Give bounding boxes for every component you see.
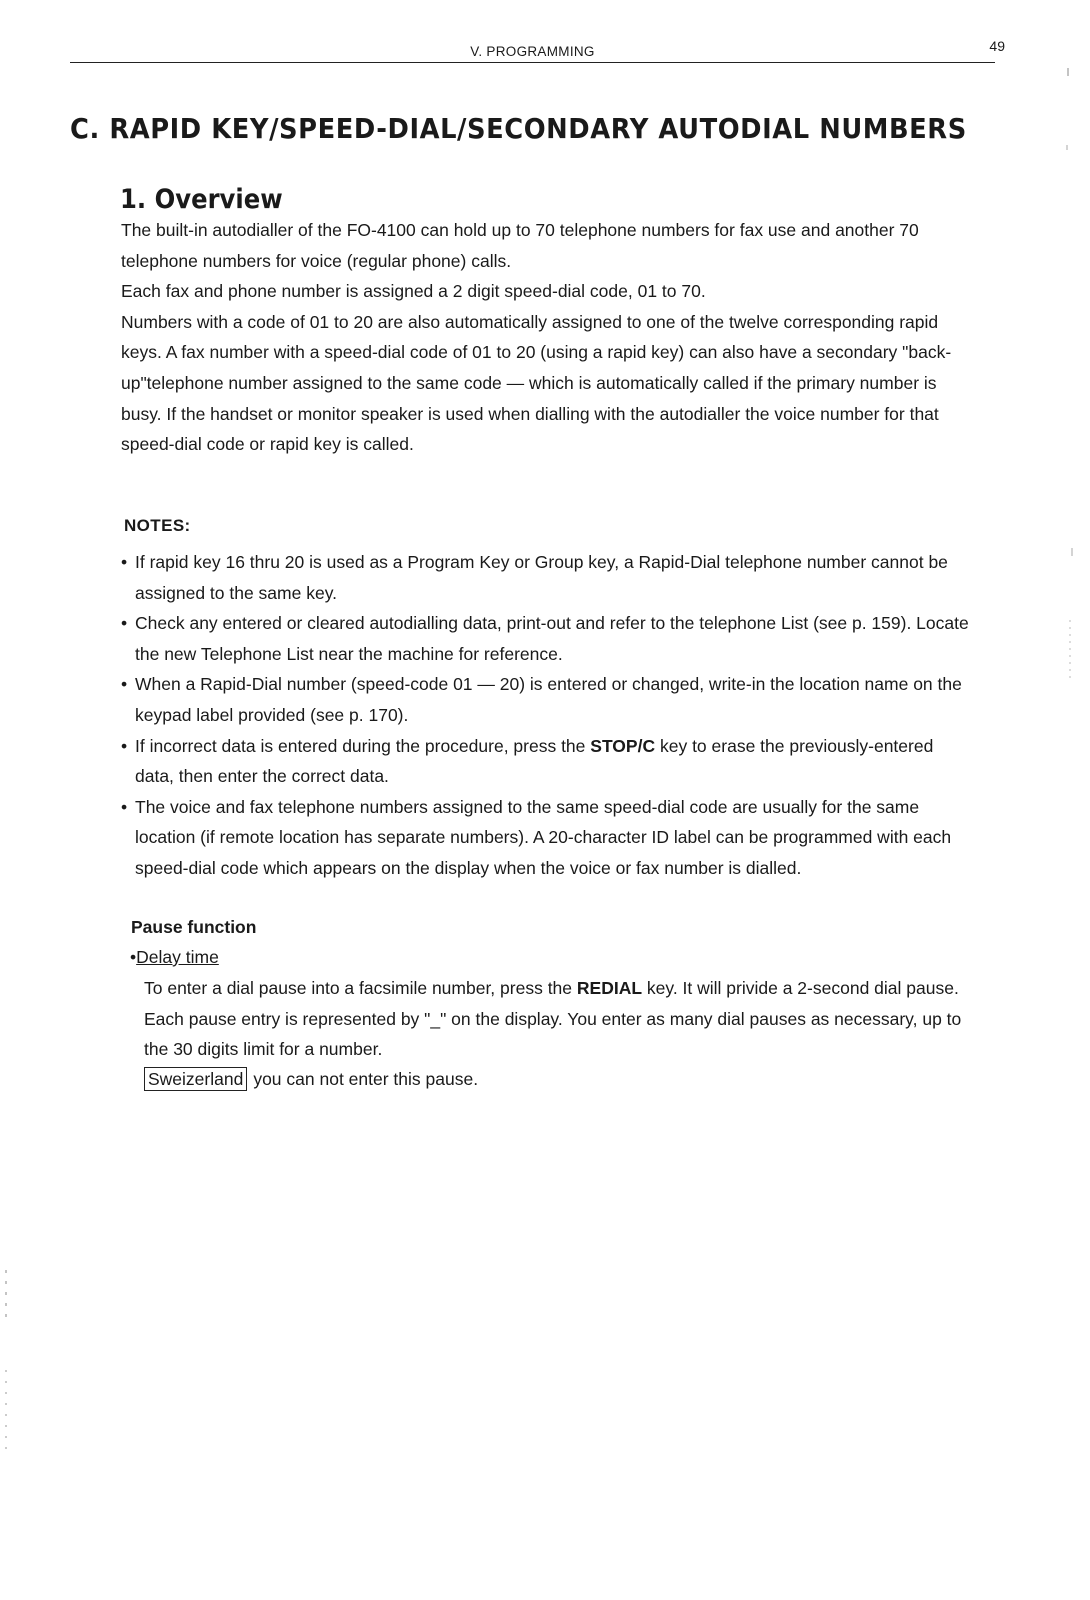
pause-text-before-key: To enter a dial pause into a facsimile number, press the [144,978,577,998]
country-label-box: Sweizerland [144,1067,247,1091]
note-text: The voice and fax telephone numbers assigned to the same speed-dial code are usually for the same location (if remote location has separate numbers). A 20-character ID label can be programmed with each speed-dial code which appears on the display when the voice or fax number is dialled. [135,796,952,878]
pause-instructions [144,973,974,1065]
overview-paragraph: The built-in autodialler of the FO-4100 can hold up to 70 telephone numbers for fax use and another 70 telephone numbers for voice (regular phone) calls. [121,220,919,271]
country-restriction-note: you can not enter this pause. [253,1069,479,1089]
pause-text-after-key: key. It will privide a 2-second dial pause. Each pause entry is represented by "_" on the display. You enter as many dial pauses as necessary, up to the 30 digits limit for a number. [144,978,962,1060]
stop-c-key-label: STOP/C [590,735,656,756]
header-section-title: V. PROGRAMMING [470,44,595,59]
delay-time-label: Delay time [136,947,219,967]
delay-time-item [130,947,219,968]
pause-function-heading: Pause function [131,917,257,937]
notes-heading: NOTES: [124,516,191,535]
country-restriction [144,1067,478,1091]
note-text-after-key: key to erase the previously-entered data, then enter the correct data. [135,735,934,787]
redial-key-label: REDIAL [576,978,643,998]
overview-title: 1. Overview [120,184,283,215]
overview-paragraph: Each fax and phone number is assigned a 2 digit speed-dial code, 01 to 70. [121,281,706,302]
note-text: If rapid key 16 thru 20 is used as a Program Key or Group key, a Rapid-Dial telephone number cannot be assigned to the same key. [135,552,948,603]
note-item [121,547,971,608]
bullet-icon: • [130,947,137,967]
running-header [70,38,1005,63]
overview-paragraph: Numbers with a code of 01 to 20 are also automatically assigned to one of the twelve corresponding rapid keys. A fax number with a speed-dial code of 01 to 20 (using a rapid key) can also have a secondary "back-up"telephone number assigned to the same code — which is automatically called if the primary number is busy. If the handset or monitor speaker is used when dialling with the autodialler the voice number for that speed-dial code or rapid key is called. [121,311,952,455]
page-number: 49 [989,38,1005,54]
note-item [121,731,971,792]
chapter-title: C. RAPID KEY/SPEED-DIAL/SECONDARY AUTODIAL NUMBERS [70,112,967,145]
note-text-before-key: If incorrect data is entered during the procedure, press the [135,735,591,756]
overview-body [121,215,971,460]
note-text: When a Rapid-Dial number (speed-code 01 — 20) is entered or changed, write-in the location name on the keypad label provided (see p. 170). [135,674,962,725]
note-item [121,608,971,669]
note-item [121,669,971,730]
note-text: Check any entered or cleared autodialling data, print-out and refer to the telephone List (see p. 159). Locate the new Telephone List near the machine for reference. [135,613,969,664]
note-item [121,792,971,884]
notes-list [121,547,971,884]
